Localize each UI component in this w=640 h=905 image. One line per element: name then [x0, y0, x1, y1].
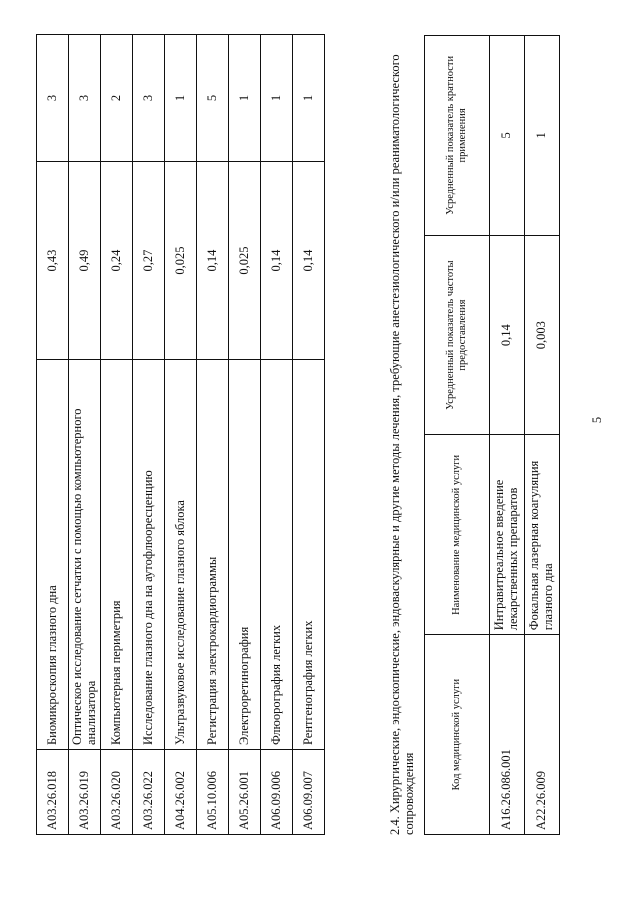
frequency-value: 0,025	[165, 162, 197, 360]
service-name: Биомикроскопия глазного дна	[37, 360, 69, 750]
multiplicity-value: 1	[261, 35, 293, 162]
multiplicity-value: 2	[101, 35, 133, 162]
medical-services-table	[36, 34, 325, 835]
page-number: 5	[590, 416, 604, 424]
service-name: Ультразвуковое исследование глазного яблока	[165, 360, 197, 750]
service-code: A04.26.002	[165, 750, 197, 835]
multiplicity-value: 3	[133, 35, 165, 162]
frequency-value: 0,14	[197, 162, 229, 360]
table-row	[165, 35, 197, 835]
frequency-value: 0,43	[37, 162, 69, 360]
multiplicity-value: 1	[229, 35, 261, 162]
frequency-value: 0,025	[229, 162, 261, 360]
frequency-value: 0,27	[133, 162, 165, 360]
service-code: A03.26.020	[101, 750, 133, 835]
service-code: A16.26.086.001	[490, 635, 525, 835]
table-row	[197, 35, 229, 835]
service-name: Электроретинография	[229, 360, 261, 750]
service-code: A03.26.022	[133, 750, 165, 835]
service-name: Исследование глазного дна на аутофлюоресценцию	[133, 360, 165, 750]
service-code: A06.09.007	[293, 750, 325, 835]
multiplicity-value: 1	[165, 35, 197, 162]
service-name: Флюорография легких	[261, 360, 293, 750]
table-header-row	[425, 36, 490, 835]
column-header-frequency: Усредненный показатель частоты предоставления	[425, 235, 490, 435]
column-header-code: Код медицинской услуги	[425, 635, 490, 835]
table-row	[261, 35, 293, 835]
service-name: Оптическое исследование сетчатки с помощью компьютерного анализатора	[69, 360, 101, 750]
table-row	[293, 35, 325, 835]
multiplicity-value: 5	[197, 35, 229, 162]
service-code: A22.26.009	[525, 635, 560, 835]
surgical-services-table	[424, 35, 560, 835]
service-code: A03.26.018	[37, 750, 69, 835]
table-row	[490, 36, 525, 835]
service-code: A05.26.001	[229, 750, 261, 835]
frequency-value: 0,14	[293, 162, 325, 360]
table-row	[133, 35, 165, 835]
table-row	[101, 35, 133, 835]
multiplicity-value: 5	[490, 36, 525, 236]
multiplicity-value: 3	[37, 35, 69, 162]
multiplicity-value: 1	[525, 36, 560, 236]
multiplicity-value: 3	[69, 35, 101, 162]
column-header-multiplicity: Усредненный показатель кратности применения	[425, 36, 490, 236]
service-code: A05.10.006	[197, 750, 229, 835]
service-name: Фокальная лазерная коагуляция глазного дна	[525, 435, 560, 635]
service-name: Рентгенография легких	[293, 360, 325, 750]
frequency-value: 0,003	[525, 235, 560, 435]
service-code: A06.09.006	[261, 750, 293, 835]
frequency-value: 0,24	[101, 162, 133, 360]
column-header-name: Наименование медицинской услуги	[425, 435, 490, 635]
service-name: Компьютерная периметрия	[101, 360, 133, 750]
table-row	[229, 35, 261, 835]
frequency-value: 0,14	[261, 162, 293, 360]
service-name: Регистрация электрокардиограммы	[197, 360, 229, 750]
table-row	[69, 35, 101, 835]
multiplicity-value: 1	[293, 35, 325, 162]
section-heading: 2.4. Хирургические, эндоскопические, эндоваскулярные и другие методы лечения, требующие анестезиологического и/или реаниматологического сопровождения	[388, 54, 417, 835]
service-code: A03.26.019	[69, 750, 101, 835]
table-row	[525, 36, 560, 835]
frequency-value: 0,14	[490, 235, 525, 435]
frequency-value: 0,49	[69, 162, 101, 360]
service-name: Интравитреальное введение лекарственных препаратов	[490, 435, 525, 635]
table-row	[37, 35, 69, 835]
